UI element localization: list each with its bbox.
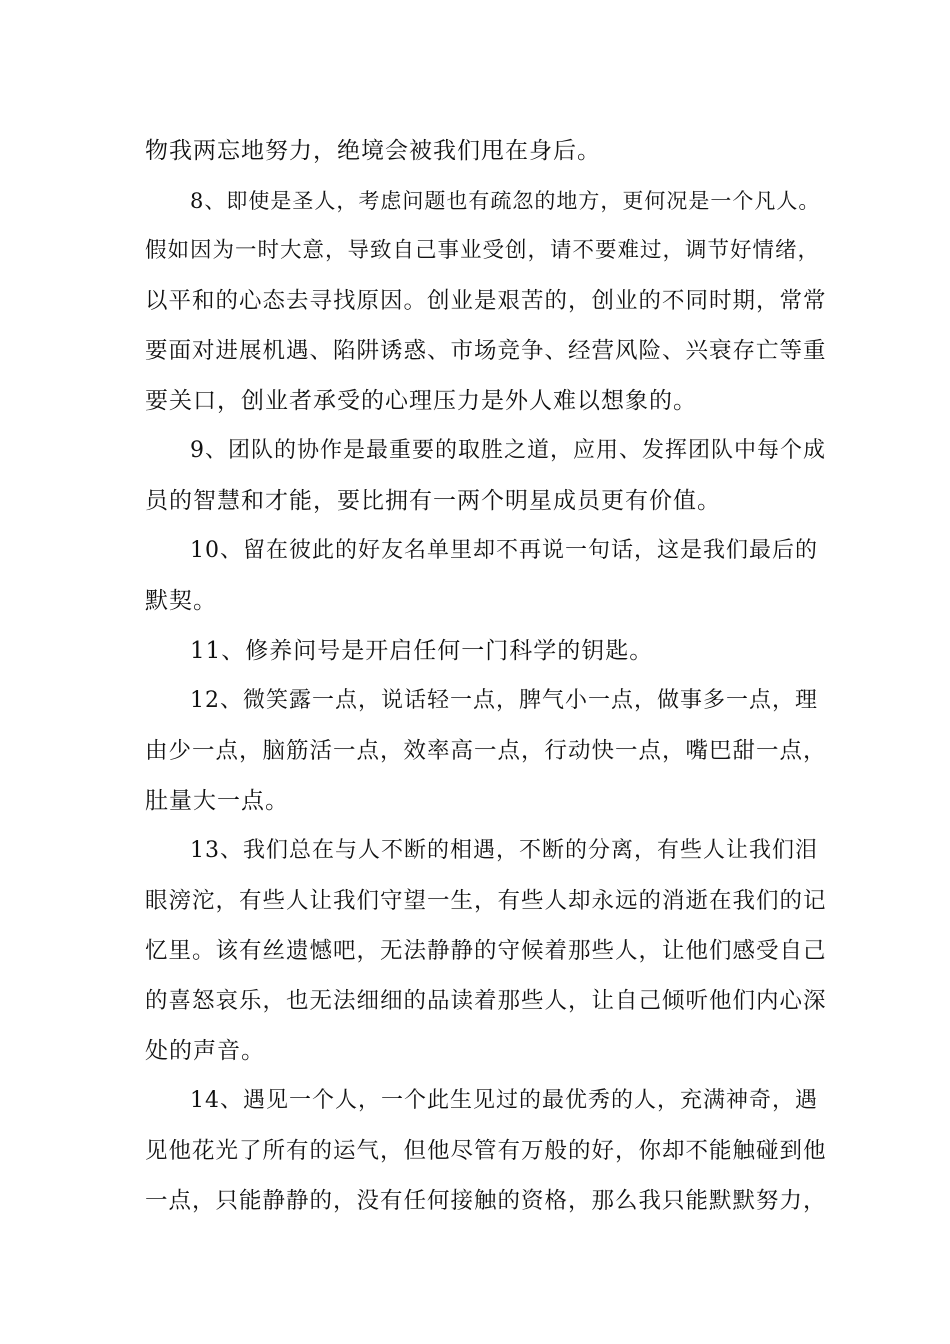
text-line: 一点，只能静静的，没有任何接触的资格，那么我只能默默努力， xyxy=(145,1188,827,1214)
text-line: 由少一点，脑筋活一点，效率高一点，行动快一点，嘴巴甜一点， xyxy=(145,738,827,764)
text-line: 见他花光了所有的运气，但他尽管有万般的好，你却不能触碰到他 xyxy=(145,1138,827,1164)
text-line: 14、遇见一个人，一个此生见过的最优秀的人，充满神奇，遇 xyxy=(190,1088,818,1113)
text-line: 肚量大一点。 xyxy=(145,788,289,814)
text-line: 以平和的心态去寻找原因。创业是艰苦的，创业的不同时期，常常 xyxy=(145,288,827,314)
text-line: 9、团队的协作是最重要的取胜之道，应用、发挥团队中每个成 xyxy=(190,438,826,463)
text-line: 13、我们总在与人不断的相遇，不断的分离，有些人让我们泪 xyxy=(190,838,818,863)
text-line: 假如因为一时大意，导致自己事业受创，请不要难过，调节好情绪， xyxy=(145,238,821,263)
text-line: 物我两忘地努力，绝境会被我们甩在身后。 xyxy=(145,138,601,164)
text-line: 12、微笑露一点，说话轻一点，脾气小一点，做事多一点，理 xyxy=(190,688,818,713)
text-line: 10、留在彼此的好友名单里却不再说一句话，这是我们最后的 xyxy=(190,538,818,563)
text-line: 要关口，创业者承受的心理压力是外人难以想象的。 xyxy=(145,388,697,414)
text-line: 11、修养问号是开启任何一门科学的钥匙。 xyxy=(190,638,654,664)
text-line: 的喜怒哀乐，也无法细细的品读着那些人，让自己倾听他们内心深 xyxy=(145,988,827,1014)
text-line: 默契。 xyxy=(145,588,217,614)
text-line: 要面对进展机遇、陷阱诱惑、市场竞争、经营风险、兴衰存亡等重 xyxy=(145,338,827,364)
text-line: 8、即使是圣人，考虑问题也有疏忽的地方，更何况是一个凡人。 xyxy=(190,189,821,213)
text-line: 员的智慧和才能，要比拥有一两个明星成员更有价值。 xyxy=(145,488,721,514)
text-line: 眼滂沱，有些人让我们守望一生，有些人却永远的消逝在我们的记 xyxy=(145,888,827,914)
text-line: 处的声音。 xyxy=(145,1038,265,1064)
text-line: 忆里。该有丝遗憾吧，无法静静的守候着那些人，让他们感受自己 xyxy=(145,938,827,964)
